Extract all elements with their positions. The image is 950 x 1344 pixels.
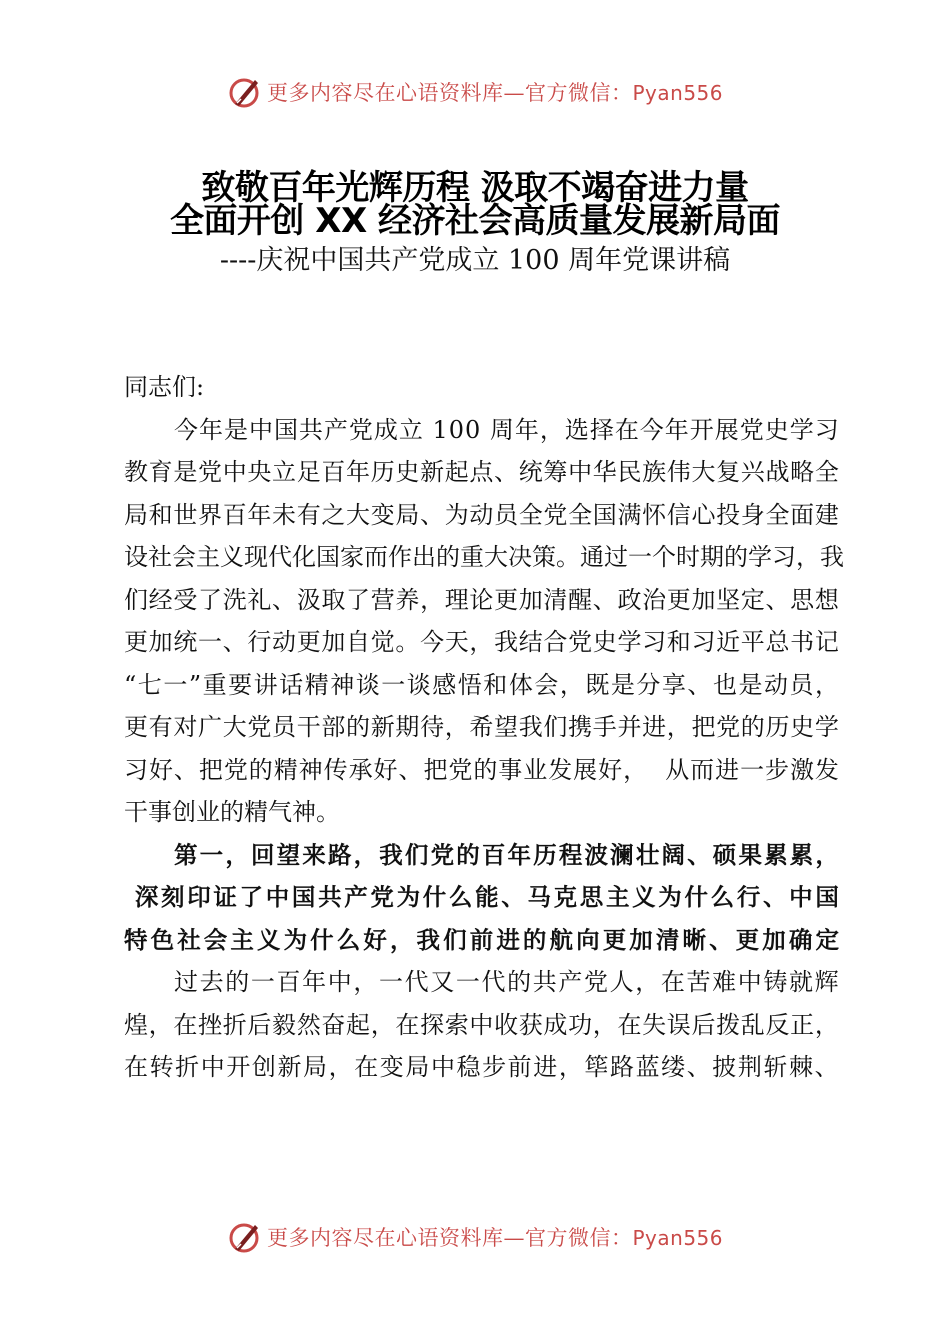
paragraph-line: 们 经 受 了 洗 礼 、 汲 取 了 营 养 ， 理 论 更 加 清 醒 、 政 治 更 加 坚 定 、 思 想 bbox=[124, 585, 839, 614]
section-heading-line: 特 色 社 会 主 义 为 什 么 好 ， 我 们 前 进 的 航 向 更 加 清 晰 、 更 加 确 定 bbox=[124, 925, 839, 954]
footer-watermark-banner bbox=[0, 1217, 950, 1257]
paragraph-line: 设 社 会 主 义 现 代 化 国 家 而 作 出 的 重 大 决 策 。 通 过 一 个 时 期 的 学 习 ， 我 bbox=[124, 543, 844, 571]
greeting: 同志们: bbox=[124, 373, 205, 401]
document-body bbox=[124, 366, 844, 1089]
quill-pen-logo-icon bbox=[227, 1219, 263, 1255]
paragraph-line: 局 和 世 界 百 年 未 有 之 大 变 局 、 为 动 员 全 党 全 国 满 怀 信 心 投 身 全 面 建 bbox=[124, 500, 839, 529]
subtitle: ----庆祝中国共产党成立 100 周年党课讲稿 bbox=[219, 245, 731, 276]
title-line-1: 致敬百年光辉历程 汲取不竭奋进力量 bbox=[201, 168, 749, 208]
banner-text: 更多内容尽在心语资料库—官方微信：Pyan556 bbox=[266, 81, 723, 105]
title-line-2: 全面开创 XX 经济社会高质量发展新局面 bbox=[169, 201, 781, 241]
section-heading-line: 深 刻 印 证 了 中 国 共 产 党 为 什 么 能 、 马 克 思 主 义 为 什 么 行 、 中 国 bbox=[134, 883, 839, 911]
quill-pen-logo-icon bbox=[227, 74, 263, 110]
paragraph-line: 教 育 是 党 中 央 立 足 百 年 历 史 新 起 点 、 统 筹 中 华 民 族 伟 大 复 兴 战 略 全 bbox=[124, 458, 839, 486]
paragraph-line: 更 加 统 一 、 行 动 更 加 自 觉 。 今 天 ， 我 结 合 党 史 学 习 和 习 近 平 总 书 记 bbox=[124, 628, 839, 656]
paragraph-line: 煌 ， 在 挫 折 后 毅 然 奋 起 ， 在 探 索 中 收 获 成 功 ， 在 失 误 后 拨 乱 反 正 ， bbox=[124, 1010, 839, 1039]
paragraph-line: 今 年 是 中 国 共 产 党 成 立 1 0 0 周 年 ， 选 择 在 今 年 开 展 党 史 学 习 bbox=[174, 415, 839, 444]
paragraph-line: 在 转 折 中 开 创 新 局 ， 在 变 局 中 稳 步 前 进 ， 筚 路 蓝 缕 、 披 荆 斩 棘 、 bbox=[124, 1053, 839, 1081]
section-heading-line: 第 一 ， 回 望 来 路 ， 我 们 党 的 百 年 历 程 波 澜 壮 阔 、 硕 果 累 累 ， bbox=[174, 840, 839, 869]
paragraph-line: 更 有 对 广 大 党 员 干 部 的 新 期 待 ， 希 望 我 们 携 手 并 进 ， 把 党 的 历 史 学 bbox=[124, 713, 839, 741]
paragraph-line: 习 好 、 把 党 的 精 神 传 承 好 、 把 党 的 事 业 发 展 好 ， 从 而 进 一 步 激 发 bbox=[124, 755, 839, 784]
header-watermark-banner bbox=[0, 72, 950, 112]
paragraph-line: 过 去 的 一 百 年 中 ， 一 代 又 一 代 的 共 产 党 人 ， 在 苦 难 中 铸 就 辉 bbox=[174, 968, 839, 996]
paragraph-line: “ 七 一 ” 重 要 讲 话 精 神 谈 一 谈 感 悟 和 体 会 ， 既 是 分 享 、 也 是 动 员 ， bbox=[124, 670, 839, 699]
banner-text: 更多内容尽在心语资料库—官方微信：Pyan556 bbox=[266, 1226, 723, 1250]
paragraph-line: 干事创业的精气神。 bbox=[124, 798, 340, 826]
